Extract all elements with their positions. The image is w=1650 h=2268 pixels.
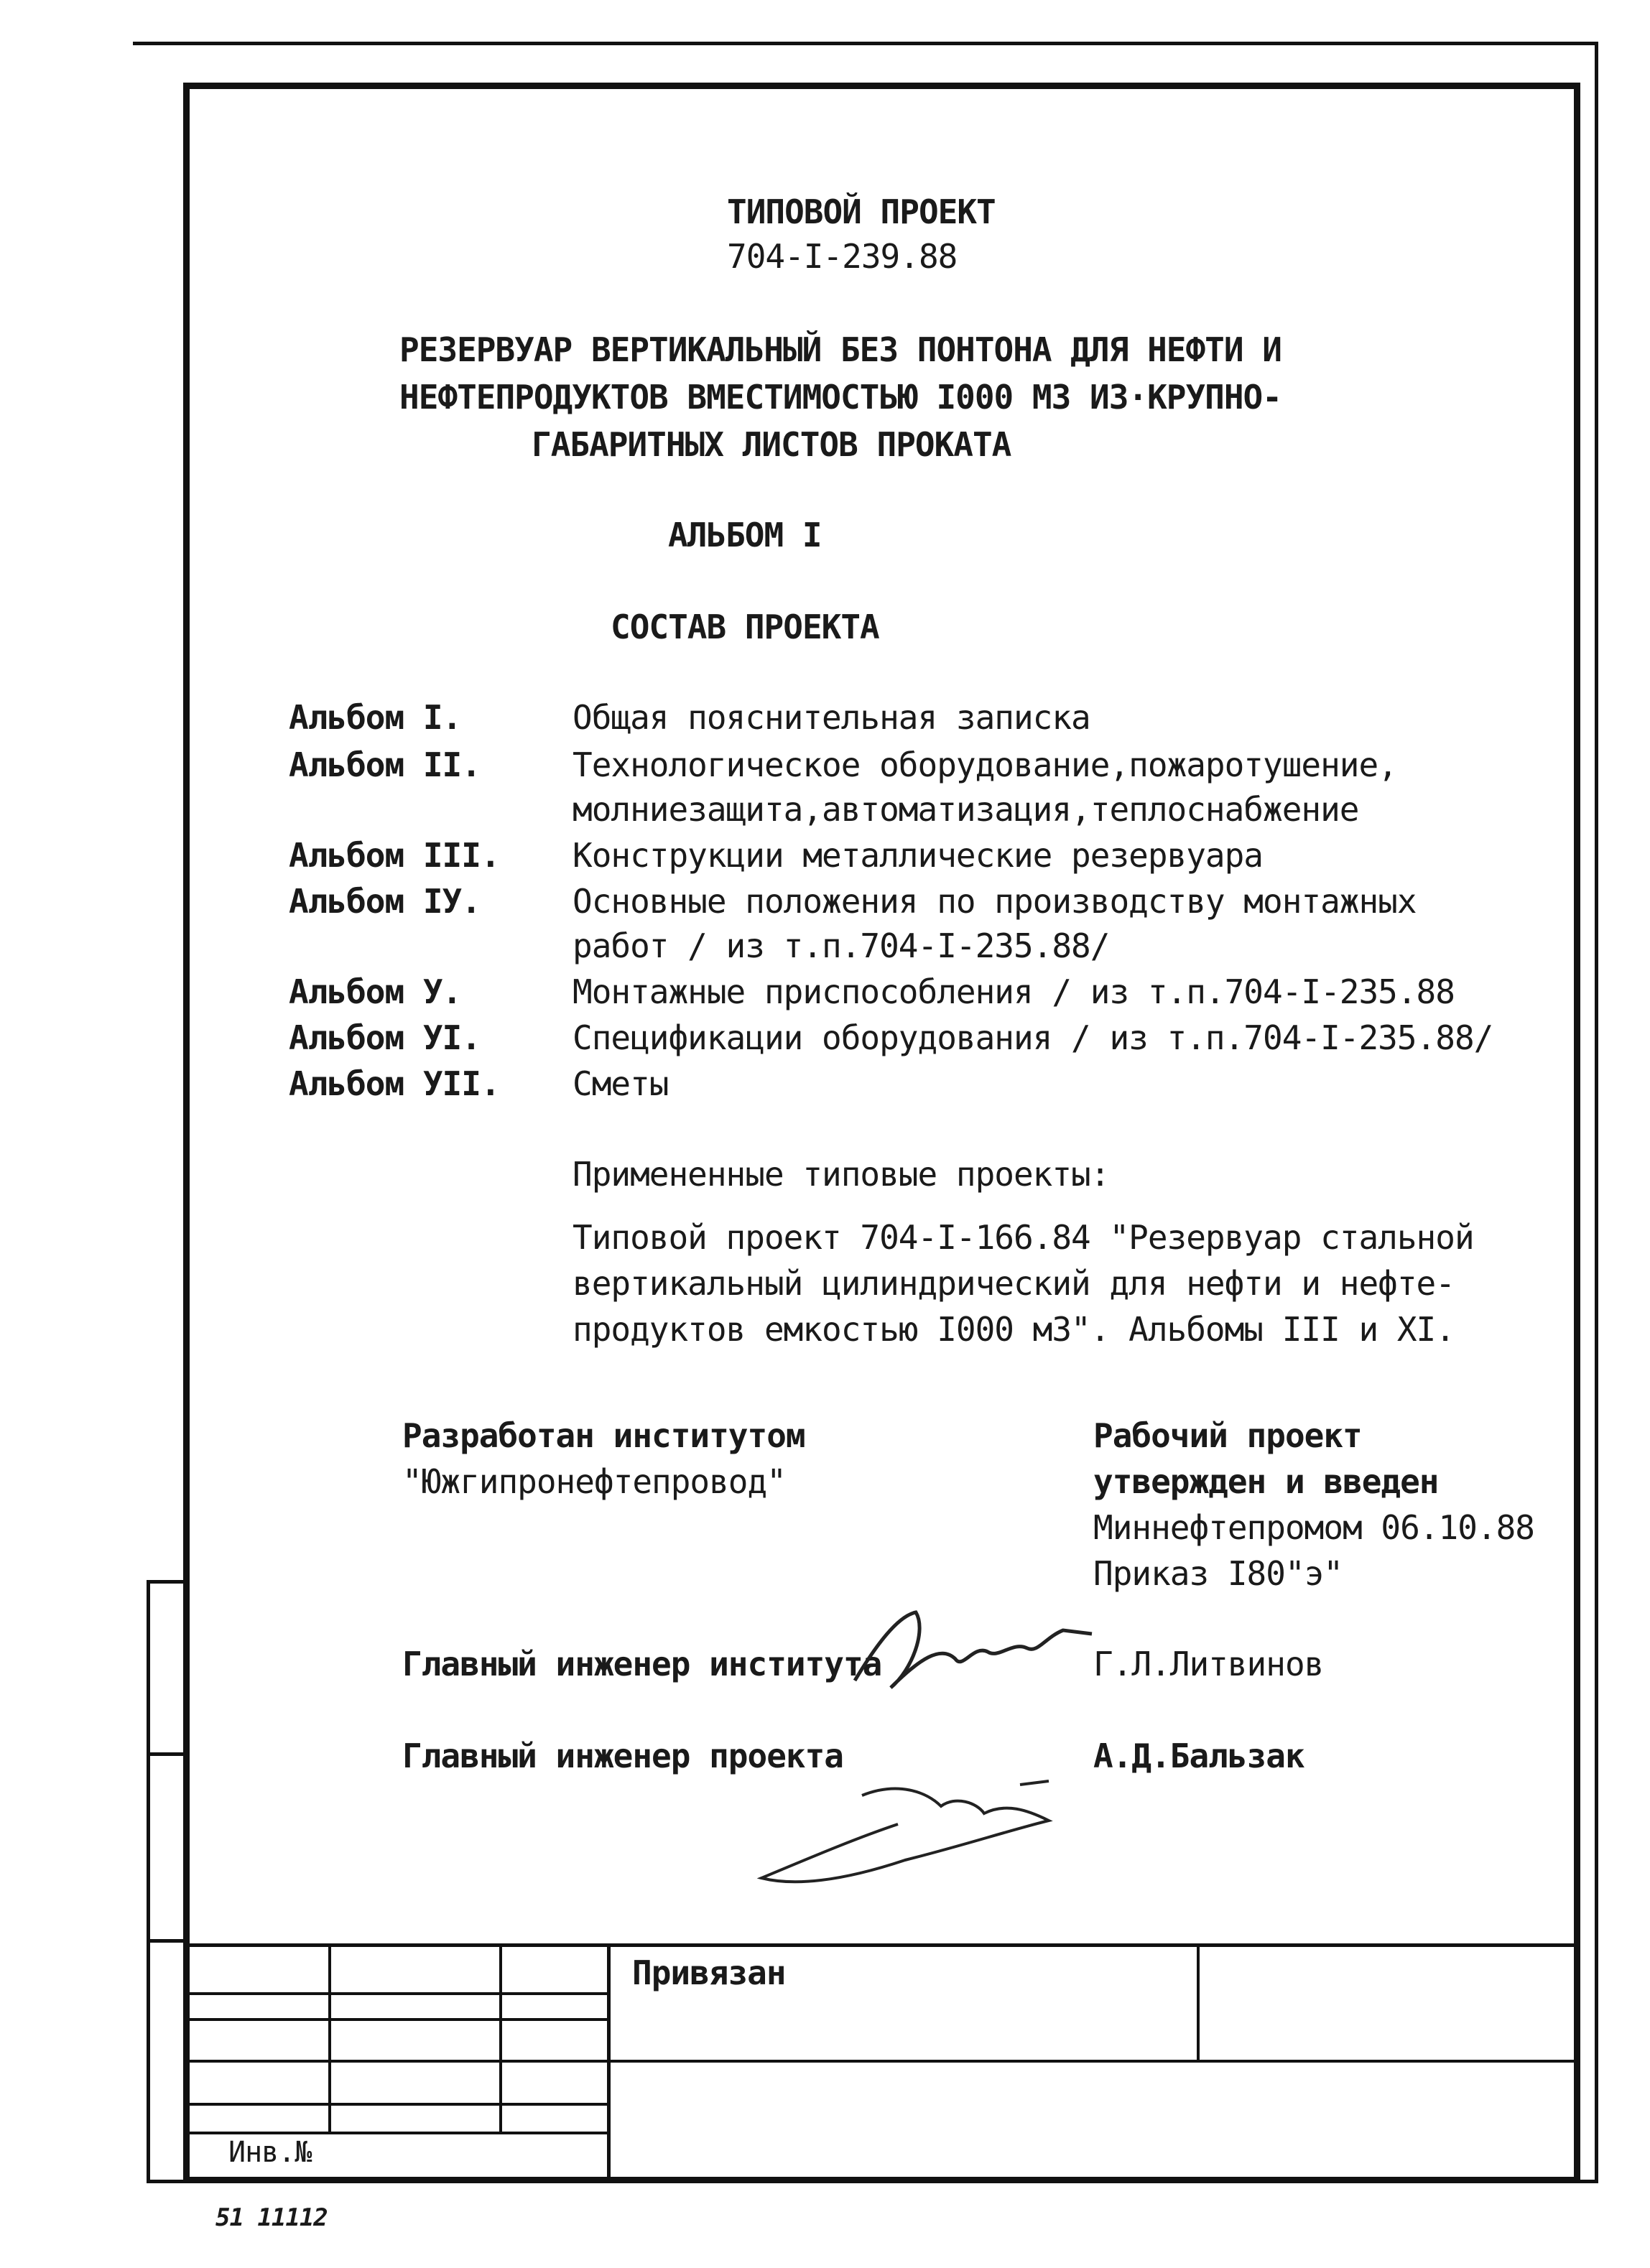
album-label: Альбом III. xyxy=(289,836,500,875)
album-label: Альбом УII. xyxy=(289,1064,500,1103)
stamp-row-line-4 xyxy=(188,2103,608,2106)
album-label: Альбом II. xyxy=(289,745,481,784)
stamp-col-line-2 xyxy=(499,1943,502,2132)
stamp-top-line xyxy=(188,1943,1580,1947)
album-label: Альбом УI. xyxy=(289,1018,481,1057)
album-desc: работ / из т.п.704-I-235.88/ xyxy=(573,926,1110,965)
stamp-bound-label: Привязан xyxy=(632,1953,786,1992)
side-strip-divider-1 xyxy=(147,1580,188,1584)
album-desc: Конструкции металлические резервуара xyxy=(573,836,1263,875)
title-line-1: РЕЗЕРВУАР ВЕРТИКАЛЬНЫЙ БЕЗ ПОНТОНА ДЛЯ НЕФТИ И xyxy=(399,330,1281,369)
project-number: 704-I-239.88 xyxy=(727,237,958,276)
applied-line-3: продуктов емкостью I000 м3". Альбомы III и XI. xyxy=(573,1310,1455,1349)
approval-line-4: Приказ I80"э" xyxy=(1093,1554,1343,1593)
stamp-row-line-5 xyxy=(188,2132,608,2134)
stamp-row-line-2 xyxy=(188,2018,608,2021)
applied-line-1: Типовой проект 704-I-166.84 "Резервуар стальной xyxy=(573,1218,1474,1257)
album-row-5 xyxy=(289,972,1455,1011)
album-desc: Спецификации оборудования / из т.п.704-I-235.88/ xyxy=(573,1018,1493,1057)
album-desc: Общая пояснительная записка xyxy=(573,698,1090,737)
developer-line-1: Разработан институтом xyxy=(402,1416,805,1455)
album-row-1 xyxy=(289,698,1090,737)
footer-number: 51 11112 xyxy=(215,2203,328,2232)
album-desc: Сметы xyxy=(573,1064,669,1103)
title-line-2: НЕФТЕПРОДУКТОВ ВМЕСТИМОСТЬЮ I000 М3 ИЗ·КРУПНО- xyxy=(399,378,1281,417)
stamp-col-line-3 xyxy=(607,1943,611,2180)
project-type: ТИПОВОЙ ПРОЕКТ xyxy=(727,192,996,231)
album-label: Альбом IУ. xyxy=(289,882,481,921)
side-strip-divider-2 xyxy=(147,1752,188,1756)
approval-line-3: Миннефтепромом 06.10.88 xyxy=(1093,1508,1534,1547)
album-row-7 xyxy=(289,1064,668,1103)
top-edge-line xyxy=(133,42,1598,45)
applied-line-2: вертикальный цилиндрический для нефти и нефте- xyxy=(573,1264,1455,1303)
right-edge-line xyxy=(1595,45,1598,2182)
album-label: Альбом I. xyxy=(289,698,462,737)
stamp-col-line-4 xyxy=(1197,1943,1200,2061)
applied-heading: Примененные типовые проекты: xyxy=(573,1155,1110,1194)
left-strip-line xyxy=(147,1580,150,2182)
album-row-6 xyxy=(289,1018,1493,1057)
signature-2-icon xyxy=(747,1752,1106,1896)
album-label: Альбом У. xyxy=(289,972,462,1011)
album-desc: Технологическое оборудование,пожаротушение, xyxy=(573,745,1397,784)
stamp-inv-label: Инв.№ xyxy=(228,2136,312,2169)
developer-line-2: "Южгипронефтепровод" xyxy=(402,1462,786,1501)
album-row-4 xyxy=(289,882,1417,921)
stamp-row-line-1 xyxy=(188,1992,608,1995)
stamp-row-line-3 xyxy=(188,2060,1580,2063)
album-desc: Основные положения по производству монтажных xyxy=(573,882,1417,921)
album-row-2-cont xyxy=(289,790,1358,829)
stamp-col-line-1 xyxy=(328,1943,331,2132)
album-desc: Монтажные приспособления / из т.п.704-I-235.88 xyxy=(573,972,1455,1011)
album-row-2 xyxy=(289,745,1397,784)
album-title: АЛЬБОМ I xyxy=(668,516,822,554)
approval-line-2: утвержден и введен xyxy=(1093,1462,1439,1501)
album-row-3 xyxy=(289,836,1263,875)
chief-project-name: А.Д.Бальзак xyxy=(1093,1737,1304,1775)
approval-line-1: Рабочий проект xyxy=(1093,1416,1362,1455)
title-line-3: ГАБАРИТНЫХ ЛИСТОВ ПРОКАТА xyxy=(532,425,1011,464)
chief-institute-name: Г.Л.Литвинов xyxy=(1093,1645,1324,1683)
chief-institute-label: Главный инженер института xyxy=(402,1645,882,1683)
composition-heading: СОСТАВ ПРОЕКТА xyxy=(611,608,879,646)
side-strip-divider-3 xyxy=(147,1939,188,1943)
signature-1-icon xyxy=(848,1602,1106,1702)
chief-project-label: Главный инженер проекта xyxy=(402,1737,843,1775)
album-desc: молниезащита,автоматизация,теплоснабжение xyxy=(573,790,1359,829)
album-row-4-cont xyxy=(289,926,1109,965)
